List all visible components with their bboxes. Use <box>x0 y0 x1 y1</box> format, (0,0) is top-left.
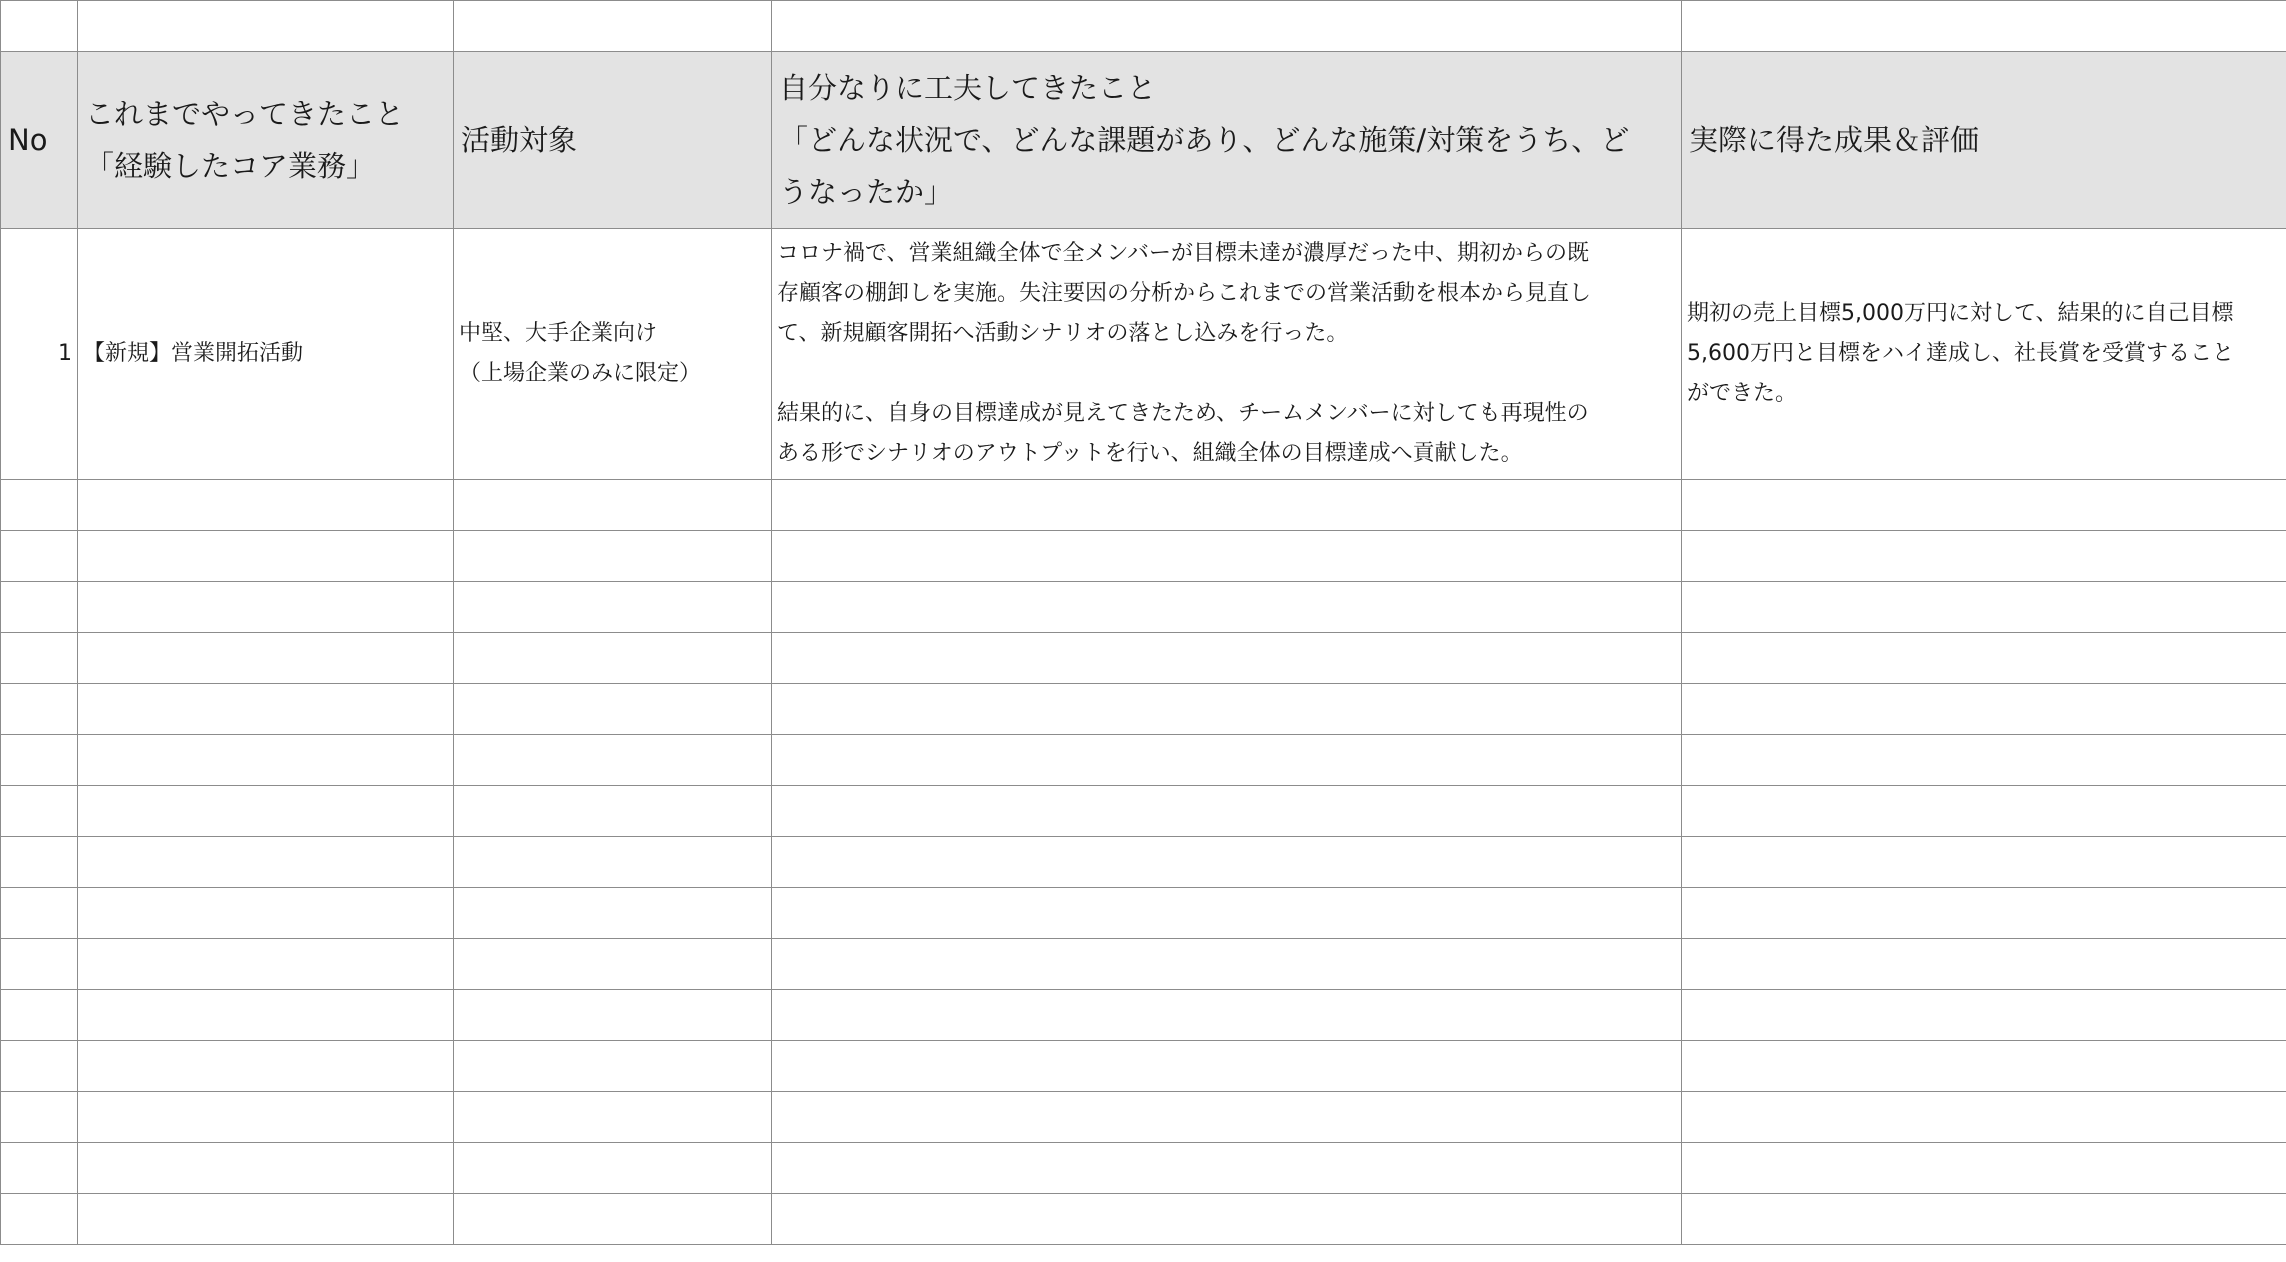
cell[interactable] <box>1682 633 2286 684</box>
cell[interactable] <box>78 990 454 1041</box>
empty-table-row <box>1 888 2286 939</box>
cell[interactable] <box>454 1092 772 1143</box>
cell[interactable] <box>772 735 1682 786</box>
cell[interactable] <box>1 786 78 837</box>
header-result-label: 実際に得た成果＆評価 <box>1689 123 1980 157</box>
cell[interactable] <box>1 633 78 684</box>
empty-table-row <box>1 786 2286 837</box>
target-line: （上場企業のみに限定） <box>459 361 702 386</box>
result-line: 5,600万円と目標をハイ達成し、社長賞を受賞すること <box>1687 341 2234 366</box>
empty-table-row <box>1 531 2286 582</box>
cell[interactable] <box>78 735 454 786</box>
header-core-work-line: これまでやってきたこと <box>85 97 405 131</box>
empty-table-row <box>1 633 2286 684</box>
cell[interactable] <box>1 1194 78 1245</box>
cell[interactable] <box>1682 1041 2286 1092</box>
empty-table-row <box>1 582 2286 633</box>
cell[interactable] <box>1 531 78 582</box>
cell[interactable] <box>78 1143 454 1194</box>
cell[interactable] <box>78 684 454 735</box>
cell[interactable] <box>454 786 772 837</box>
empty-table-row <box>1 837 2286 888</box>
cell[interactable] <box>1 582 78 633</box>
cell[interactable] <box>1 480 78 531</box>
cell[interactable] <box>454 1143 772 1194</box>
cell[interactable] <box>1682 735 2286 786</box>
cell[interactable] <box>78 939 454 990</box>
cell[interactable] <box>1682 684 2286 735</box>
cell[interactable] <box>772 633 1682 684</box>
target-line: 中堅、大手企業向け <box>459 321 658 346</box>
cell[interactable] <box>454 1 772 52</box>
cell[interactable] <box>1 1 78 52</box>
header-no[interactable] <box>1 52 78 229</box>
cell[interactable] <box>78 1041 454 1092</box>
cell[interactable] <box>78 1194 454 1245</box>
header-target-label: 活動対象 <box>461 123 578 157</box>
cell[interactable] <box>1 684 78 735</box>
cell[interactable] <box>1682 939 2286 990</box>
cell[interactable] <box>772 684 1682 735</box>
cell[interactable] <box>1 1092 78 1143</box>
cell[interactable] <box>454 990 772 1041</box>
cell[interactable] <box>1682 786 2286 837</box>
header-core-work[interactable] <box>78 52 454 229</box>
cell[interactable] <box>772 888 1682 939</box>
cell[interactable] <box>454 684 772 735</box>
cell[interactable] <box>1 990 78 1041</box>
cell[interactable] <box>772 1 1682 52</box>
blank-top-row <box>1 1 2286 52</box>
cell-core-work[interactable] <box>78 229 454 480</box>
cell[interactable] <box>772 990 1682 1041</box>
cell[interactable] <box>78 888 454 939</box>
cell[interactable] <box>78 786 454 837</box>
effort-line: て、新規顧客開拓へ活動シナリオの落とし込みを行った。 <box>777 321 1349 346</box>
cell[interactable] <box>454 1041 772 1092</box>
cell[interactable] <box>1682 531 2286 582</box>
cell[interactable] <box>1 837 78 888</box>
core-work-text: 【新規】営業開拓活動 <box>83 341 304 366</box>
cell[interactable] <box>1 1041 78 1092</box>
header-effort-line: 「どんな状況で、どんな課題があり、どんな施策/対策をうち、ど <box>779 123 1630 157</box>
empty-table-row <box>1 1041 2286 1092</box>
cell[interactable] <box>1682 1 2286 52</box>
effort-line: コロナ禍で、営業組織全体で全メンバーが目標未達が濃厚だった中、期初からの既 <box>777 241 1590 266</box>
header-effort-line: うなったか」 <box>779 175 954 209</box>
cell[interactable] <box>454 633 772 684</box>
cell[interactable] <box>772 786 1682 837</box>
cell[interactable] <box>772 582 1682 633</box>
result-line: 期初の売上目標5,000万円に対して、結果的に自己目標 <box>1687 301 2234 326</box>
cell[interactable] <box>78 1 454 52</box>
empty-table-row <box>1 1092 2286 1143</box>
cell[interactable] <box>78 633 454 684</box>
cell[interactable] <box>1682 1092 2286 1143</box>
cell[interactable] <box>454 582 772 633</box>
row-number: 1 <box>58 341 72 366</box>
effort-line: ある形でシナリオのアウトプットを行い、組織全体の目標達成へ貢献した。 <box>777 441 1523 466</box>
header-target[interactable] <box>454 52 772 229</box>
empty-rows <box>1 480 2286 1245</box>
cell-effort[interactable] <box>772 229 1682 480</box>
cell[interactable] <box>772 1041 1682 1092</box>
header-no-label: No <box>8 123 48 157</box>
cell[interactable] <box>454 939 772 990</box>
cell[interactable] <box>78 531 454 582</box>
paragraph-gap <box>777 354 1676 394</box>
cell-result[interactable] <box>1682 229 2286 480</box>
cell[interactable] <box>454 888 772 939</box>
empty-table-row <box>1 480 2286 531</box>
cell[interactable] <box>772 939 1682 990</box>
header-row <box>1 52 2286 229</box>
cell[interactable] <box>1682 1143 2286 1194</box>
cell[interactable] <box>78 480 454 531</box>
cell[interactable] <box>78 582 454 633</box>
effort-line: 存顧客の棚卸しを実施。失注要因の分析からこれまでの営業活動を根本から見直し <box>777 281 1592 306</box>
empty-table-row <box>1 684 2286 735</box>
cell[interactable] <box>1 888 78 939</box>
cell[interactable] <box>454 480 772 531</box>
result-line: ができた。 <box>1687 381 1798 406</box>
cell[interactable] <box>772 1092 1682 1143</box>
table-row <box>1 229 2286 480</box>
empty-table-row <box>1 1194 2286 1245</box>
cell[interactable] <box>1682 888 2286 939</box>
cell[interactable] <box>772 1194 1682 1245</box>
cell-no[interactable] <box>1 229 78 480</box>
cell[interactable] <box>78 1092 454 1143</box>
cell[interactable] <box>1 1143 78 1194</box>
empty-table-row <box>1 990 2286 1041</box>
cell[interactable] <box>1682 582 2286 633</box>
cell[interactable] <box>772 480 1682 531</box>
cell[interactable] <box>454 531 772 582</box>
cell[interactable] <box>1682 837 2286 888</box>
cell[interactable] <box>454 735 772 786</box>
empty-table-row <box>1 735 2286 786</box>
cell[interactable] <box>1682 990 2286 1041</box>
header-effort-line: 自分なりに工夫してきたこと <box>779 71 1157 105</box>
cell[interactable] <box>1 939 78 990</box>
cell[interactable] <box>772 1143 1682 1194</box>
cell[interactable] <box>454 837 772 888</box>
cell[interactable] <box>1682 480 2286 531</box>
cell[interactable] <box>772 531 1682 582</box>
header-core-work-line: 「経験したコア業務」 <box>85 149 376 183</box>
header-result[interactable] <box>1682 52 2286 229</box>
cell[interactable] <box>78 837 454 888</box>
cell-target[interactable] <box>454 229 772 480</box>
effort-line: 結果的に、自身の目標達成が見えてきたため、チームメンバーに対しても再現性の <box>777 401 1589 426</box>
cell[interactable] <box>772 837 1682 888</box>
header-effort[interactable] <box>772 52 1682 229</box>
empty-table-row <box>1 1143 2286 1194</box>
empty-table-row <box>1 939 2286 990</box>
cell[interactable] <box>1682 1194 2286 1245</box>
cell[interactable] <box>454 1194 772 1245</box>
cell[interactable] <box>1 735 78 786</box>
